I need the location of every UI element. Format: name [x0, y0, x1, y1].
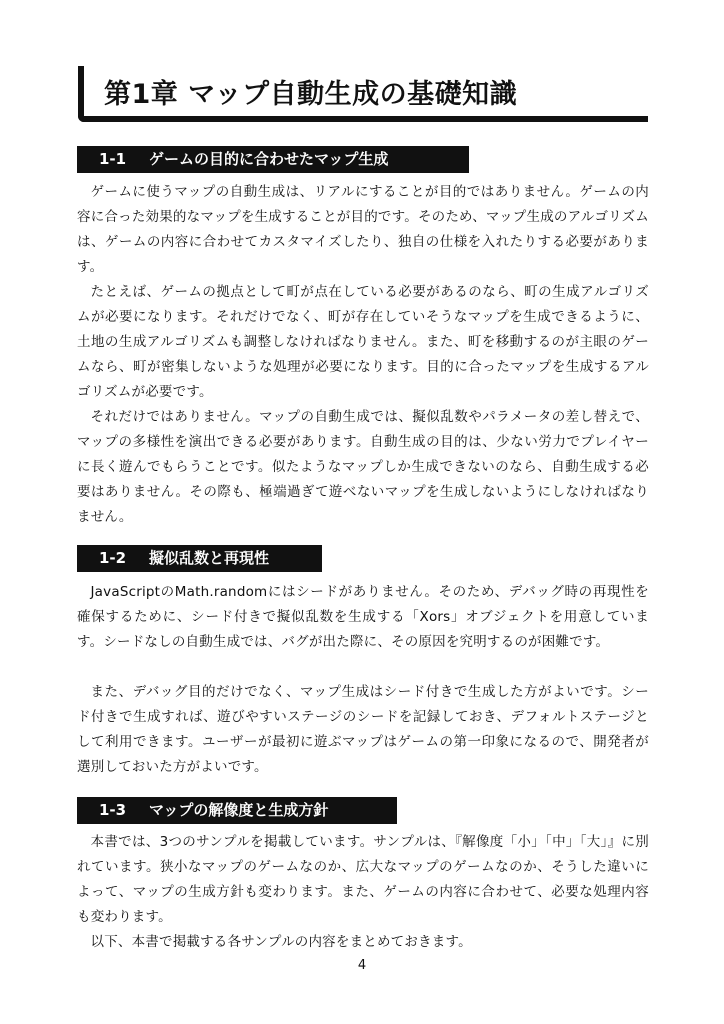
- page-number: 4: [357, 958, 367, 973]
- paragraph: 本書では、3つのサンプルを掲載しています。サンプルは、『解像度「小」「中」「大」』に別れています。狭小なマップのゲームなのか、広大なマップのゲームなのか、そうした違いによって、マップの生成方針も変わります。また、ゲームの内容に合わせて、必要な処理内容も変わります。: [77, 834, 649, 925]
- section-number: 1-2: [99, 549, 127, 567]
- section-number: 1-3: [99, 801, 127, 819]
- chapter-heading: [78, 66, 650, 124]
- section-heading-1-2: [77, 545, 322, 572]
- paragraph: たとえば、ゲームの拠点として町が点在している必要があるのなら、町の生成アルゴリズムが必要になります。それだけでなく、町が存在していそうなマップを生成できるように、土地の生成アルゴリズムも調整しなければなりません。また、町を移動するのが主眼のゲームなら、町が密集しないような処理が必要になります。目的に合ったマップを生成するアルゴリズムが必要です。: [77, 284, 649, 400]
- section-heading-1-3: [77, 797, 397, 824]
- section-title: ゲームの目的に合わせたマップ生成: [149, 150, 389, 168]
- chapter-title: 第1章 マップ自動生成の基礎知識: [104, 79, 518, 110]
- paragraph: それだけではありません。マップの自動生成では、擬似乱数やパラメータの差し替えで、マップの多様性を演出できる必要があります。自動生成の目的は、少ない労力でプレイヤーに長く遊んでもらうことです。似たようなマップしか生成できないのなら、自動生成する必要はありません。その際も、極端過ぎて遊べないマップを生成しないようにしなければなりません。: [77, 409, 649, 525]
- chapter-heading-bracket-vertical: [78, 66, 84, 122]
- chapter-heading-bracket-horizontal: [78, 116, 648, 122]
- paragraph: また、デバッグ目的だけでなく、マップ生成はシード付きで生成した方がよいです。シード付きで生成すれば、遊びやすいステージのシードを記録しておき、デフォルトステージとして利用できます。ユーザーが最初に遊ぶマップはゲームの第一印象になるので、開発者が選別しておいた方がよいです。: [77, 684, 649, 775]
- section-number: 1-1: [99, 150, 127, 168]
- paragraph: ゲームに使うマップの自動生成は、リアルにすることが目的ではありません。ゲームの内容に合った効果的なマップを生成することが目的です。そのため、マップ生成のアルゴリズムは、ゲームの内容に合わせてカスタマイズしたり、独自の仕様を入れたりする必要があります。: [77, 184, 649, 275]
- section-heading-1-1: [77, 146, 469, 173]
- section-title: 擬似乱数と再現性: [149, 549, 270, 567]
- paragraph: JavaScriptのMath.randomにはシードがありません。そのため、デバッグ時の再現性を確保するために、シード付きで擬似乱数を生成する「Xors」オブジェクトを用意しています。シードなしの自動生成では、バグが出た際に、その原因を究明するのが困難です。: [77, 584, 649, 650]
- paragraph: 以下、本書で掲載する各サンプルの内容をまとめておきます。: [90, 934, 472, 950]
- section-title: マップの解像度と生成方針: [149, 801, 329, 819]
